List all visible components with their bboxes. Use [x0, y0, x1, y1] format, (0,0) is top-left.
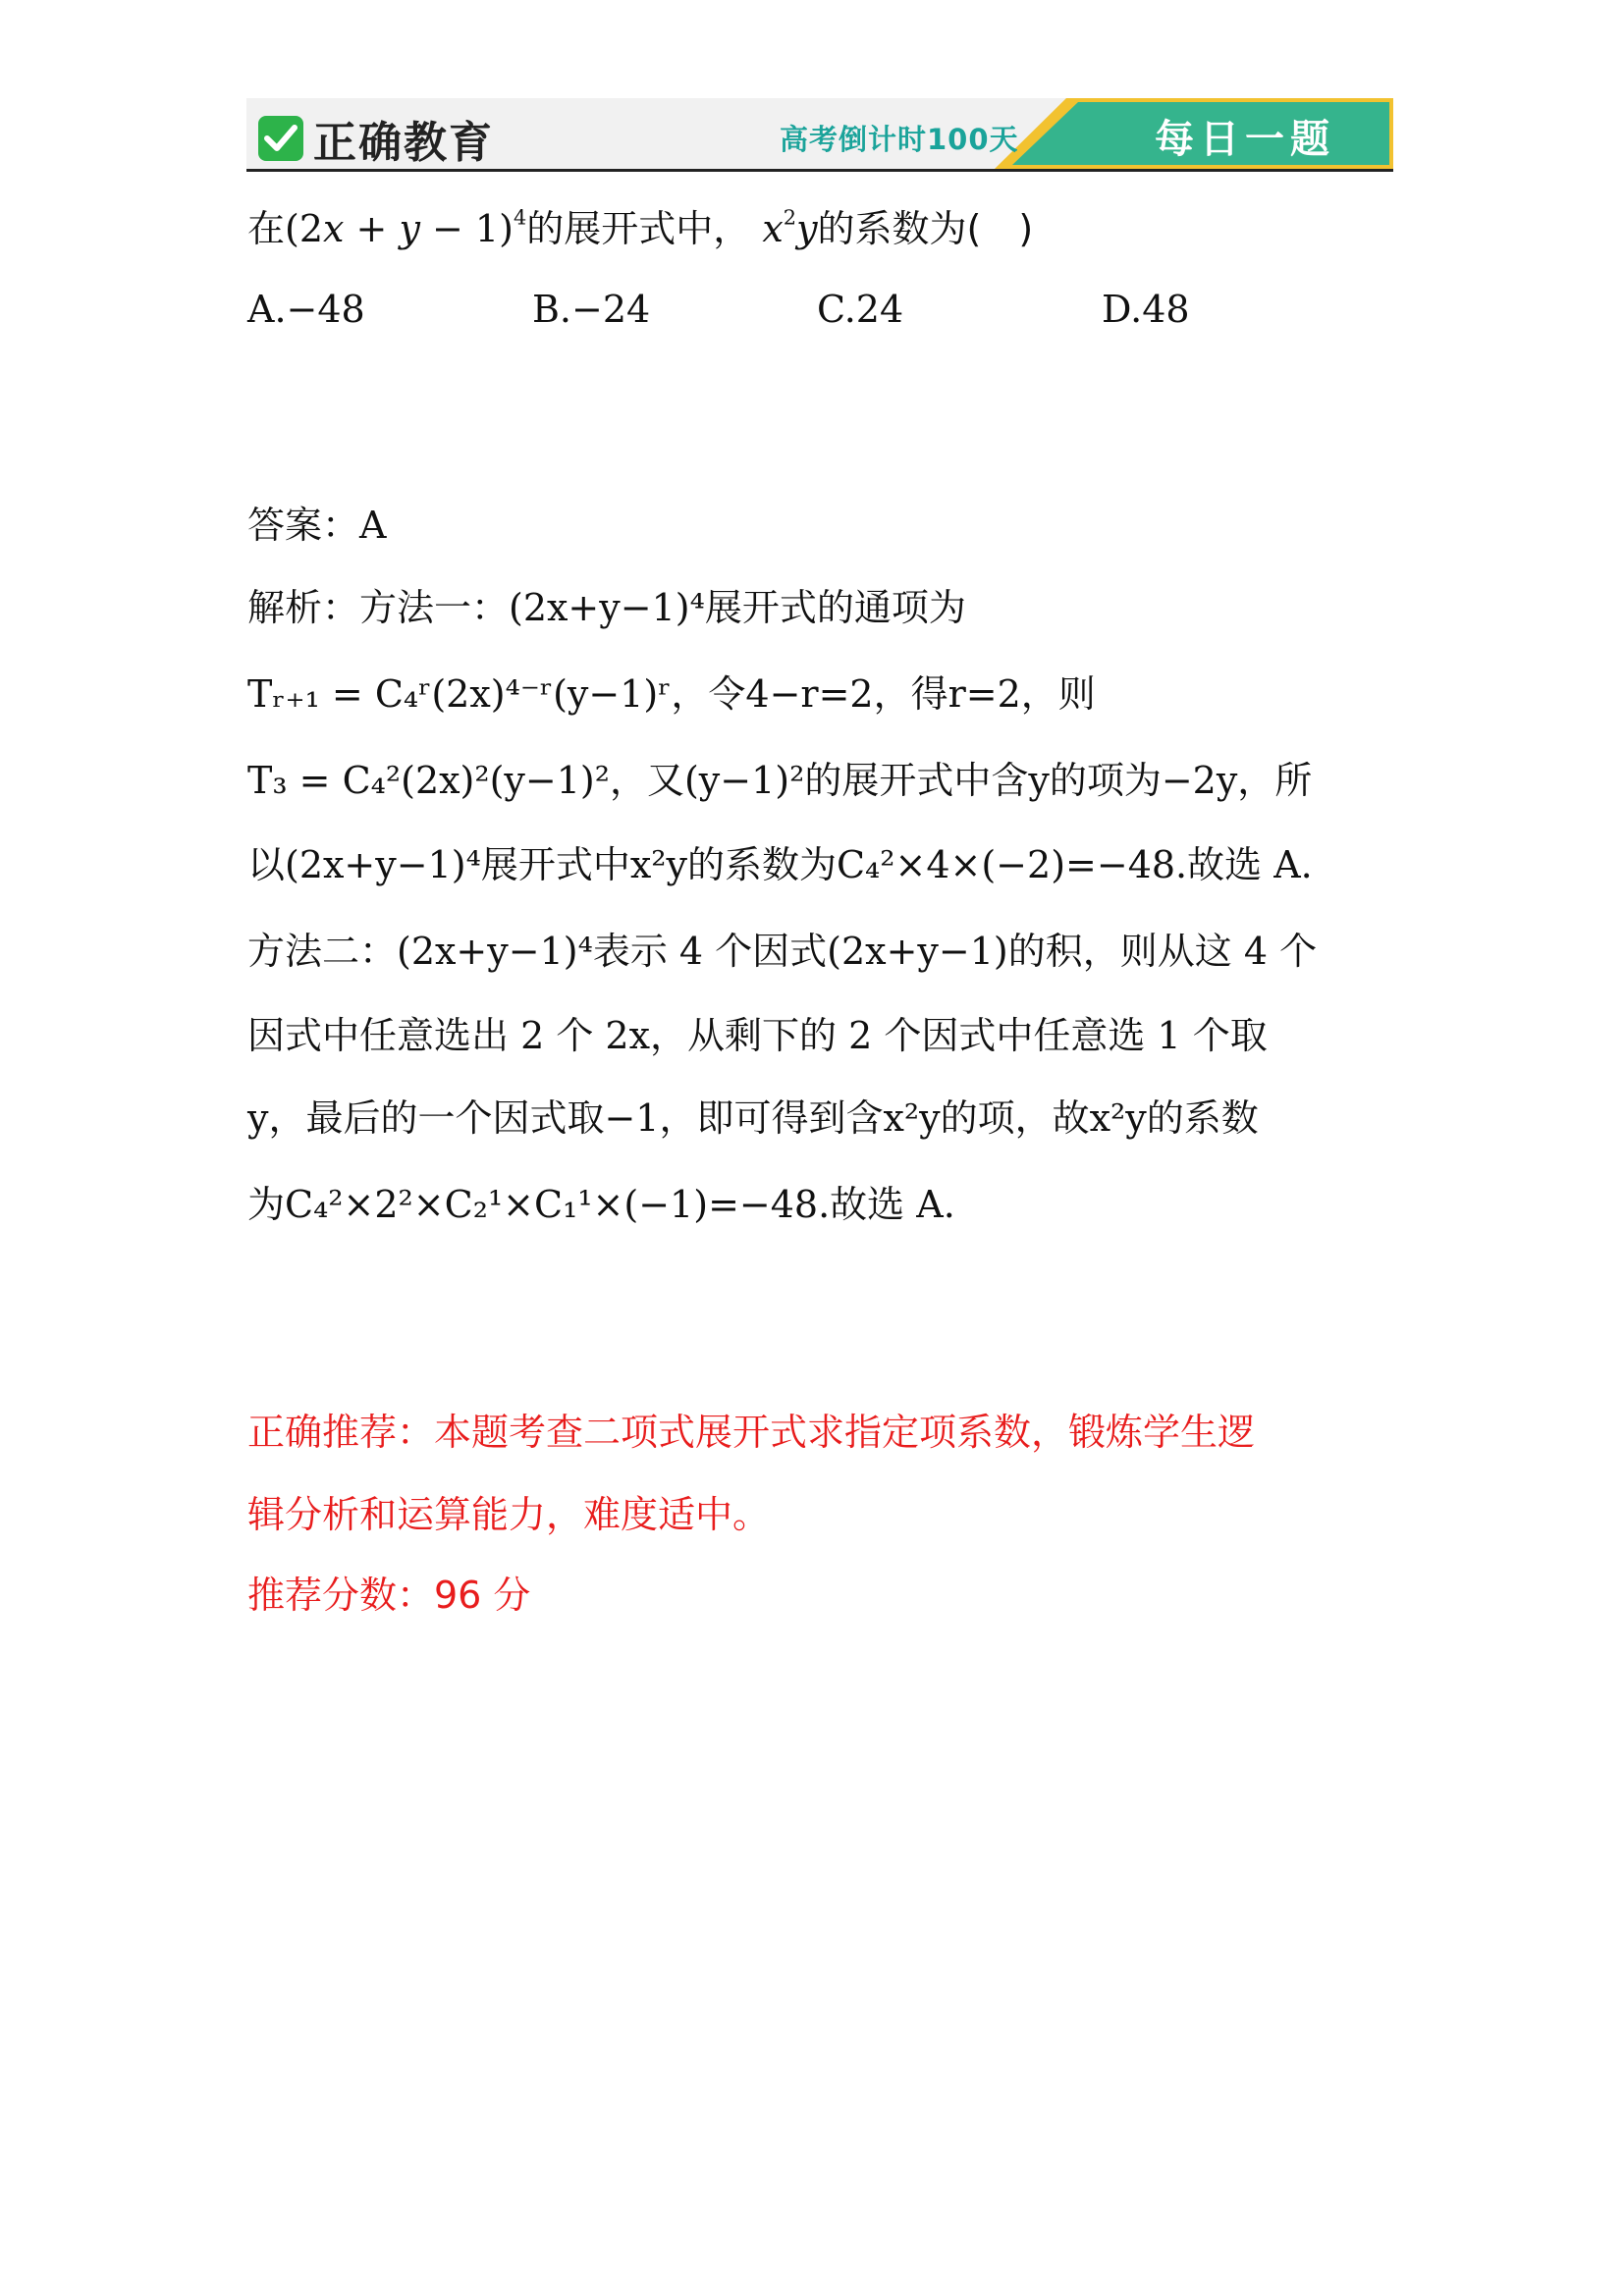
analysis-line-6: 因式中任意选出 2 个 2x，从剩下的 2 个因式中任意选 1 个取: [247, 1014, 1268, 1057]
answer-line: [247, 504, 387, 547]
check-icon: [258, 116, 303, 161]
answer-value: A: [359, 504, 387, 547]
header-banner: [246, 98, 1393, 169]
daily-question-title: 每日一题: [1155, 117, 1335, 162]
header-divider: [246, 169, 1393, 172]
recommend-line-1: 正确推荐：本题考查二项式展开式求指定项系数，锻炼学生逻: [247, 1411, 1256, 1454]
question-stem: 在$(2x + y - 1)^4$的展开式中， $x^2y$的系数为( ): [247, 205, 1034, 250]
recommend-score: 推荐分数：96 分: [247, 1574, 531, 1617]
analysis-line-3: T₃ = C₄²(2x)²(y−1)²，又(y−1)²的展开式中含y的项为−2y，所: [247, 759, 1313, 802]
recommend-line-2: 辑分析和运算能力，难度适中。: [247, 1493, 771, 1536]
question-expr: $(2x + y - 1)^4$: [285, 205, 527, 250]
answer-label: 答案：: [247, 504, 360, 547]
analysis-line-1: 解析：方法一：(2x+y−1)⁴展开式的通项为: [247, 586, 966, 629]
option-b: B.−24: [532, 288, 651, 331]
countdown-text: 高考倒计时100天: [780, 123, 1019, 156]
brand-name: 正确教育: [313, 118, 494, 168]
option-d: D.48: [1102, 288, 1190, 331]
analysis-line-8: 为C₄²×2²×C₂¹×C₁¹×(−1)=−48.故选 A.: [247, 1183, 955, 1226]
question-term: $x^2y$: [762, 205, 818, 250]
option-c: C.24: [817, 288, 904, 331]
analysis-line-7: y，最后的一个因式取−1，即可得到含x²y的项，故x²y的系数: [247, 1096, 1259, 1140]
brand-logo: [258, 107, 494, 170]
analysis-line-4: 以(2x+y−1)⁴展开式中x²y的系数为C₄²×4×(−2)=−48.故选 A.: [247, 843, 1313, 886]
option-a: A.−48: [247, 288, 365, 331]
analysis-line-2: Tᵣ₊₁ = C₄ʳ(2x)⁴⁻ʳ(y−1)ʳ，令4−r=2，得r=2，则: [247, 672, 1096, 716]
analysis-line-5: 方法二：(2x+y−1)⁴表示 4 个因式(2x+y−1)的积，则从这 4 个: [247, 930, 1318, 973]
